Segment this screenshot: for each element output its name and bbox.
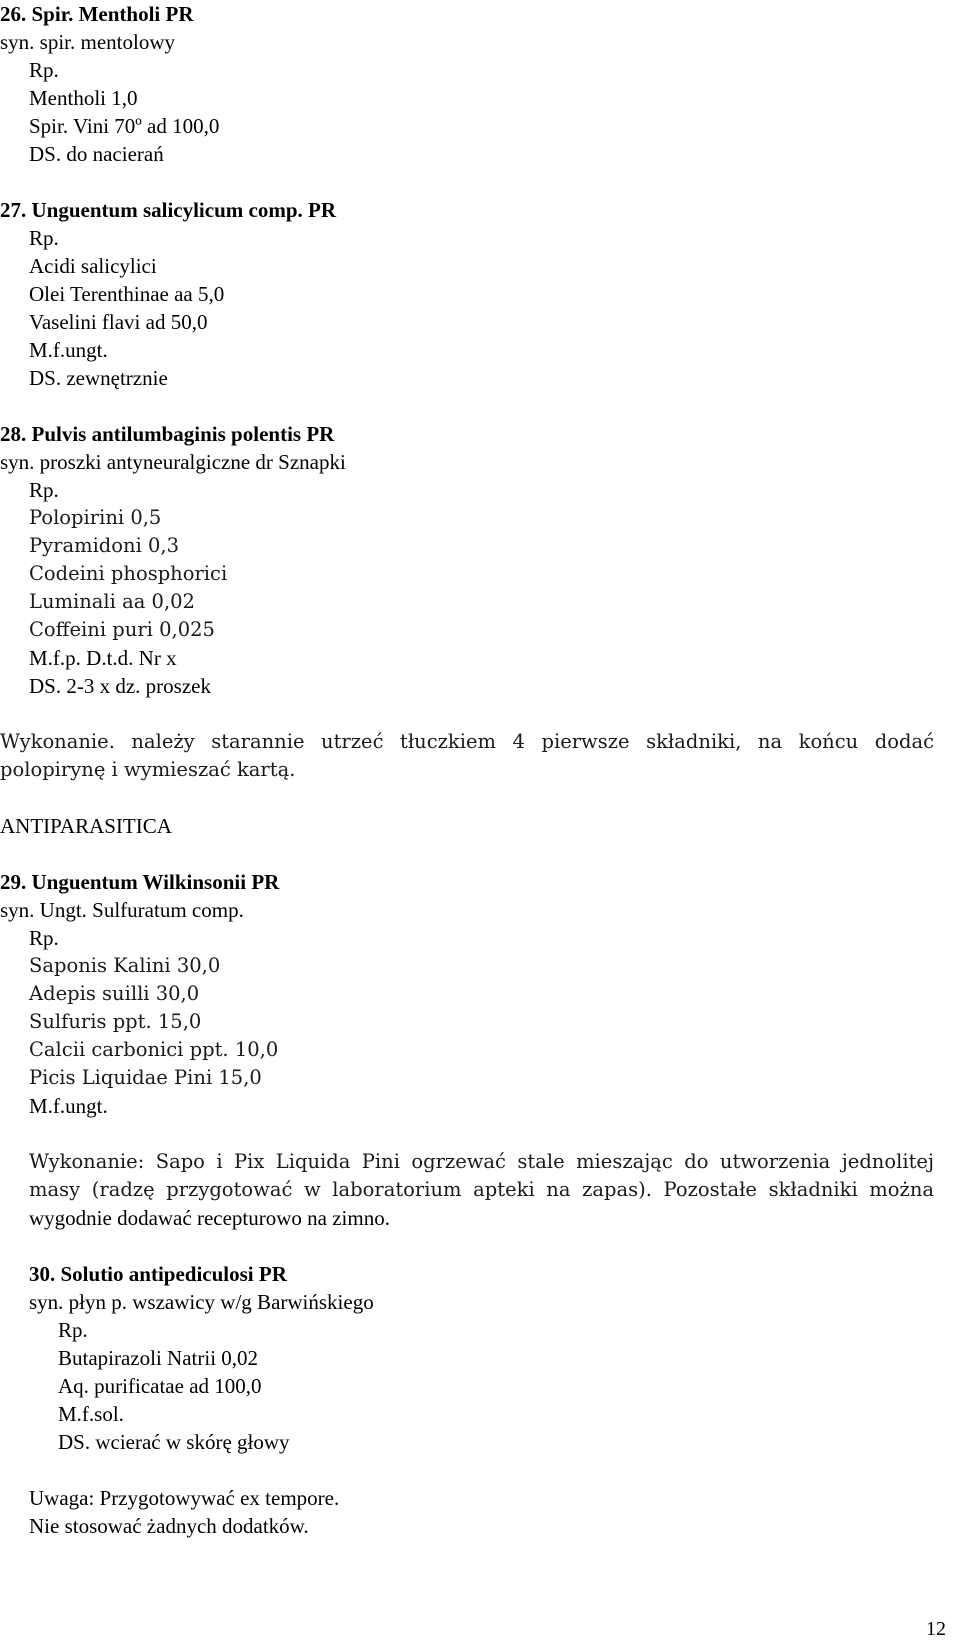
- recipe-28-note: Wykonanie. należy starannie utrzeć tłuczkiem 4 pierwsze składniki, na końcu dodać: [0, 730, 934, 753]
- recipe-29-ingredient: Saponis Kalini 30,0: [29, 954, 221, 977]
- recipe-29-rp: Rp.: [29, 926, 59, 950]
- recipe-29-note: wygodnie dodawać recepturowo na zimno.: [29, 1206, 390, 1230]
- recipe-28-ingredient: M.f.p. D.t.d. Nr x: [29, 646, 177, 670]
- recipe-29-ingredient: Adepis suilli 30,0: [29, 982, 200, 1005]
- recipe-29-note: Wykonanie: Sapo i Pix Liquida Pini ogrzewać stale mieszając do utworzenia jednolitej: [29, 1150, 934, 1173]
- recipe-28-ingredient: Luminali aa 0,02: [29, 590, 195, 613]
- recipe-30-ingredient: M.f.sol.: [58, 1402, 124, 1426]
- recipe-28-ingredient: Coffeini puri 0,025: [29, 618, 215, 641]
- recipe-29-ingredient: Calcii carbonici ppt. 10,0: [29, 1038, 279, 1061]
- recipe-29-note: masy (radzę przygotować w laboratorium apteki na zapas). Pozostałe składniki można: [29, 1178, 934, 1201]
- recipe-29-title: 29. Unguentum Wilkinsonii PR: [0, 870, 280, 894]
- page-number: 12: [926, 1618, 946, 1640]
- recipe-26-rp: Rp.: [29, 58, 59, 82]
- recipe-29-ingredient: M.f.ungt.: [29, 1094, 108, 1118]
- recipe-30-warning: Uwaga: Przygotowywać ex tempore.: [29, 1486, 340, 1510]
- recipe-30-synonym: syn. płyn p. wszawicy w/g Barwińskiego: [29, 1290, 374, 1314]
- recipe-27-ingredient: Olei Terenthinae aa 5,0: [29, 282, 225, 306]
- recipe-30-ingredient: Butapirazoli Natrii 0,02: [58, 1346, 259, 1370]
- recipe-29-ingredient: Picis Liquidae Pini 15,0: [29, 1066, 262, 1089]
- recipe-29-ingredient: Sulfuris ppt. 15,0: [29, 1010, 202, 1033]
- recipe-27-ingredient: Acidi salicylici: [29, 254, 157, 278]
- recipe-30-title: 30. Solutio antipediculosi PR: [29, 1262, 287, 1286]
- recipe-28-rp: Rp.: [29, 478, 59, 502]
- recipe-27-ingredient: M.f.ungt.: [29, 338, 108, 362]
- recipe-28-ingredient: Pyramidoni 0,3: [29, 534, 180, 557]
- recipe-28-note: polopirynę i wymieszać kartą.: [0, 758, 296, 781]
- recipe-30-ingredient: Aq. purificatae ad 100,0: [58, 1374, 262, 1398]
- recipe-27-ds: DS. zewnętrznie: [29, 366, 168, 390]
- recipe-30-warning: Nie stosować żadnych dodatków.: [29, 1514, 309, 1538]
- recipe-26-title: 26. Spir. Mentholi PR: [0, 2, 194, 26]
- recipe-28-ingredient: Polopirini 0,5: [29, 506, 162, 529]
- recipe-27-ingredient: Vaselini flavi ad 50,0: [29, 310, 208, 334]
- recipe-28-title: 28. Pulvis antilumbaginis polentis PR: [0, 422, 335, 446]
- recipe-28-synonym: syn. proszki antyneuralgiczne dr Sznapki: [0, 450, 346, 474]
- recipe-29-synonym: syn. Ungt. Sulfuratum comp.: [0, 898, 244, 922]
- recipe-27-title: 27. Unguentum salicylicum comp. PR: [0, 198, 336, 222]
- recipe-27-rp: Rp.: [29, 226, 59, 250]
- recipe-28-ingredient: Codeini phosphorici: [29, 562, 228, 585]
- recipe-28-ds: DS. 2-3 x dz. proszek: [29, 674, 211, 698]
- recipe-30-rp: Rp.: [58, 1318, 88, 1342]
- recipe-26-synonym: syn. spir. mentolowy: [0, 30, 176, 54]
- recipe-26-ingredient: Mentholi 1,0: [29, 86, 138, 110]
- recipe-26-ds: DS. do nacierań: [29, 142, 164, 166]
- section-heading: ANTIPARASITICA: [0, 814, 172, 838]
- recipe-26-ingredient: Spir. Vini 70º ad 100,0: [29, 114, 220, 138]
- recipe-30-ds: DS. wcierać w skórę głowy: [58, 1430, 290, 1454]
